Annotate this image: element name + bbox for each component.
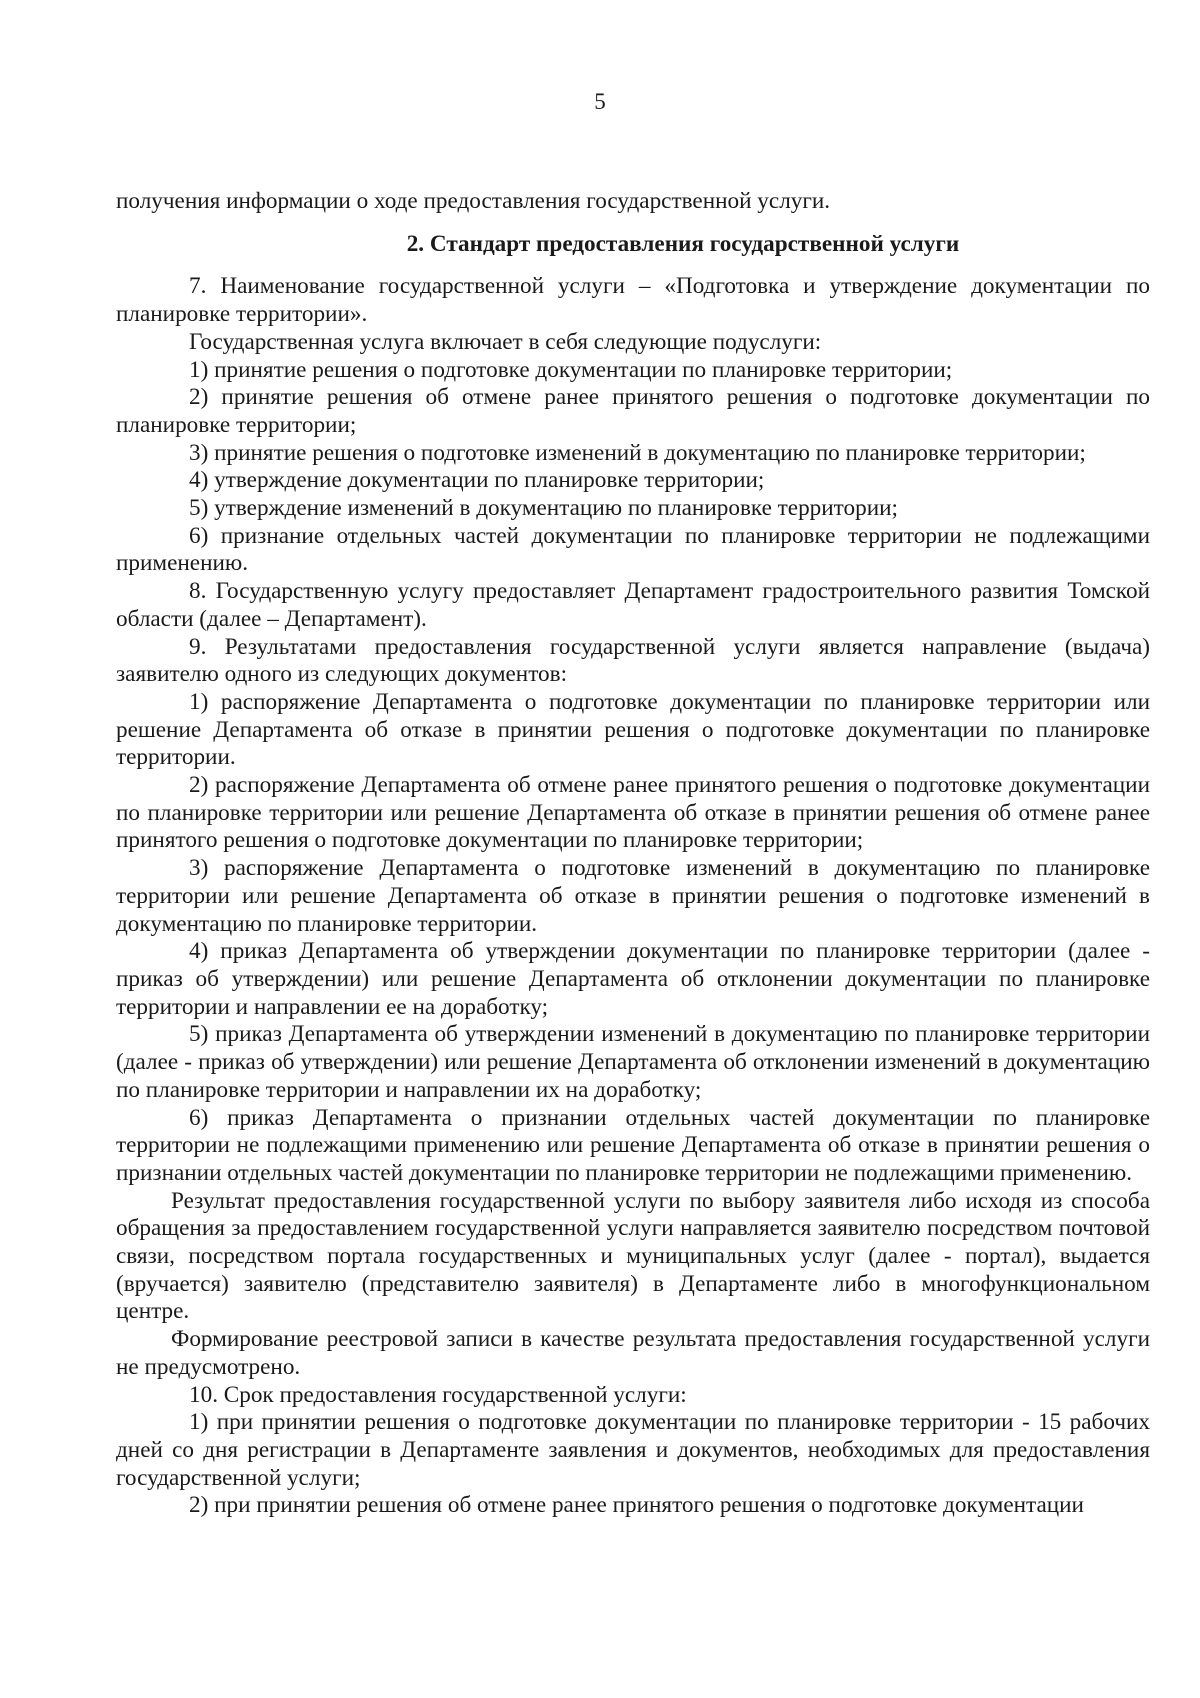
list-item-result-1: 1) распоряжение Департамента о подготовке документации по планировке территории или решение Департамента об отказе в принятии решения о подготовке документации по планировке территории. bbox=[116, 688, 1150, 771]
section-heading: 2. Стандарт предоставления государственной услуги bbox=[406, 230, 960, 257]
paragraph-registry-record: Формирование реестровой записи в качестве результата предоставления государственной услуги не предусмотрено. bbox=[116, 1326, 1150, 1380]
list-item-result-5: 5) приказ Департамента об утверждении изменений в документацию по планировке территории (далее - приказ об утверждении) или решение Департамента об отклонении изменений в документацию по планировке территории и направлении их на доработку; bbox=[116, 1021, 1150, 1103]
list-item-subservice-6: 6) признание отдельных частей документации по планировке территории не подлежащими применению. bbox=[116, 522, 1150, 577]
list-item-result-4: 4) приказ Департамента об утверждении документации по планировке территории (далее - приказ об утверждении) или решение Департамента об отклонении документации по планировке территории и направлении ее на доработку; bbox=[116, 938, 1150, 1020]
list-item-term-2: 2) при принятии решения об отмене ранее принятого решения о подготовке документации bbox=[189, 1492, 1084, 1519]
paragraph-10: 10. Срок предоставления государственной услуги: bbox=[189, 1381, 687, 1408]
list-item-subservice-2: 2) принятие решения об отмене ранее принятого решения о подготовке документации по планировке территории; bbox=[116, 384, 1150, 438]
list-item-subservice-5: 5) утверждение изменений в документацию по планировке территории; bbox=[189, 495, 898, 522]
list-item-result-2: 2) распоряжение Департамента об отмене ранее принятого решения о подготовке документации по планировке территории или решение Департамента об отказе в принятии решения об отмене ранее принятого решения о подготовке документации по планировке территории; bbox=[116, 772, 1150, 854]
list-item-result-6: 6) приказ Департамента о признании отдельных частей документации по планировке территории не подлежащими применению или решение Департамента об отказе в принятии решения о признании отдельных частей документации по планировке территории не подлежащими применению. bbox=[116, 1104, 1150, 1186]
page-number: 5 bbox=[594, 89, 606, 114]
paragraph-continuation: получения информации о ходе предоставления государственной услуги. bbox=[116, 188, 831, 214]
list-item-term-1: 1) при принятии решения о подготовке документации по планировке территории - 15 рабочих дней со дня регистрации в Департаменте заявления и документов, необходимых для предоставления государственной услуги; bbox=[116, 1409, 1150, 1491]
paragraph-result-delivery: Результат предоставления государственной услуги по выбору заявителя либо исходя из способа обращения за предоставлением государственной услуги направляется заявителю посредством почтовой связи, посредством портала государственных и муниципальных услуг (далее - портал), выдается (вручается) заявителю (представителю заявителя) в Департаменте либо в многофункциональном центре. bbox=[116, 1187, 1150, 1325]
paragraph-7: 7. Наименование государственной услуги – «Подготовка и утверждение документации по планировке территории». bbox=[116, 273, 1150, 328]
list-item-result-3: 3) распоряжение Департамента о подготовке изменений в документацию по планировке территории или решение Департамента об отказе в принятии решения о подготовке изменений в документацию по планировке территории. bbox=[116, 855, 1150, 937]
list-item-subservice-4: 4) утверждение документации по планировке территории; bbox=[189, 467, 765, 494]
paragraph-8: 8. Государственную услугу предоставляет Департамент градостроительного развития Томской области (далее – Департамент). bbox=[116, 578, 1150, 632]
paragraph-9: 9. Результатами предоставления государственной услуги является направление (выдача) заявителю одного из следующих документов: bbox=[116, 633, 1150, 688]
paragraph-subservices-intro: Государственная услуга включает в себя следующие подуслуги: bbox=[189, 328, 822, 355]
document-body bbox=[116, 188, 1150, 1520]
list-item-subservice-3: 3) принятие решения о подготовке изменений в документацию по планировке территории; bbox=[189, 439, 1086, 466]
list-item-subservice-1: 1) принятие решения о подготовке документации по планировке территории; bbox=[189, 356, 953, 383]
